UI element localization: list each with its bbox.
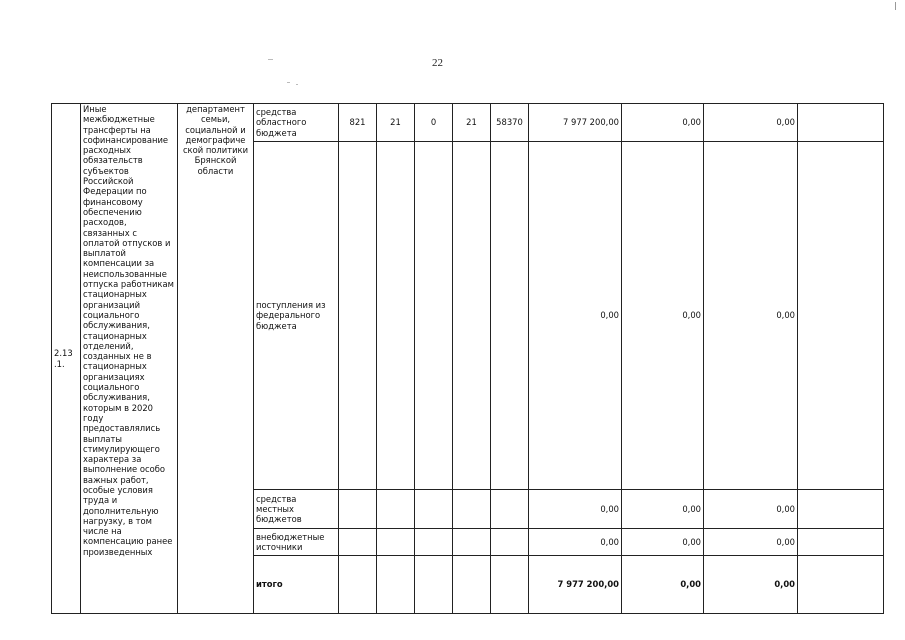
amount-cell: 0,00 bbox=[622, 104, 704, 142]
code-cell bbox=[339, 490, 377, 529]
code-cell bbox=[491, 529, 529, 556]
code-cell: 21 bbox=[453, 104, 491, 142]
source-label: средства областного бюджета bbox=[254, 104, 339, 142]
amount-cell: 7 977 200,00 bbox=[529, 104, 622, 142]
measure-name: Иные межбюджетные трансферты на софинансирование расходных обязательств субъектов Российской Федерации по финансовому обеспечению расходов, связанных с оплатой отпусков и выплатой компенсации за неиспользованные отпуска работникам стационарных организаций социального обслуживания, стационарных отделений, созданных не в стационарных организациях социального обслуживания, которым в 2020 году предоставлялись выплаты стимулирующего характера за выполнение особо важных работ, особые условия труда и дополнительную нагрузку, в том числе на компенсацию ранее произведенных bbox=[81, 104, 178, 614]
amount-cell bbox=[798, 529, 884, 556]
amount-cell: 0,00 bbox=[704, 490, 798, 529]
scan-speck bbox=[287, 82, 290, 83]
amount-cell: 0,00 bbox=[622, 142, 704, 490]
code-cell: 21 bbox=[377, 104, 415, 142]
total-amount-cell: 7 977 200,00 bbox=[529, 556, 622, 614]
amount-cell: 0,00 bbox=[529, 142, 622, 490]
code-cell bbox=[491, 490, 529, 529]
source-label: внебюджетные источники bbox=[254, 529, 339, 556]
code-cell: 0 bbox=[415, 104, 453, 142]
budget-table bbox=[51, 103, 884, 614]
amount-cell: 0,00 bbox=[704, 529, 798, 556]
code-cell bbox=[339, 529, 377, 556]
code-cell bbox=[377, 529, 415, 556]
scan-speck bbox=[268, 59, 273, 60]
total-amount-cell: 0,00 bbox=[622, 556, 704, 614]
source-label: поступления из федерального бюджета bbox=[254, 142, 339, 490]
code-cell bbox=[339, 556, 377, 614]
source-label: средства местных бюджетов bbox=[254, 490, 339, 529]
executor: департамент семьи, социальной и демографиче ской политики Брянской области bbox=[178, 104, 254, 614]
code-cell bbox=[453, 490, 491, 529]
amount-cell bbox=[798, 142, 884, 490]
amount-cell: 0,00 bbox=[704, 104, 798, 142]
code-cell bbox=[377, 556, 415, 614]
code-cell bbox=[453, 529, 491, 556]
code-cell bbox=[377, 490, 415, 529]
amount-cell: 0,00 bbox=[704, 142, 798, 490]
code-cell bbox=[415, 529, 453, 556]
total-amount-cell bbox=[798, 556, 884, 614]
amount-cell bbox=[798, 490, 884, 529]
code-cell bbox=[415, 142, 453, 490]
code-cell bbox=[415, 490, 453, 529]
amount-cell: 0,00 bbox=[622, 490, 704, 529]
page-number: 22 bbox=[432, 57, 443, 69]
amount-cell: 0,00 bbox=[622, 529, 704, 556]
code-cell bbox=[415, 556, 453, 614]
source-label-total: итого bbox=[254, 556, 339, 614]
code-cell bbox=[453, 142, 491, 490]
code-cell bbox=[491, 556, 529, 614]
code-cell bbox=[377, 142, 415, 490]
amount-cell bbox=[798, 104, 884, 142]
code-cell bbox=[453, 556, 491, 614]
code-cell: 58370 bbox=[491, 104, 529, 142]
scan-edge-mark bbox=[895, 2, 896, 10]
total-amount-cell: 0,00 bbox=[704, 556, 798, 614]
amount-cell: 0,00 bbox=[529, 529, 622, 556]
row-number: 2.13 .1. bbox=[52, 104, 81, 614]
code-cell bbox=[339, 142, 377, 490]
code-cell: 821 bbox=[339, 104, 377, 142]
table-row bbox=[52, 104, 884, 142]
code-cell bbox=[491, 142, 529, 490]
amount-cell: 0,00 bbox=[529, 490, 622, 529]
scan-speck bbox=[296, 84, 298, 85]
